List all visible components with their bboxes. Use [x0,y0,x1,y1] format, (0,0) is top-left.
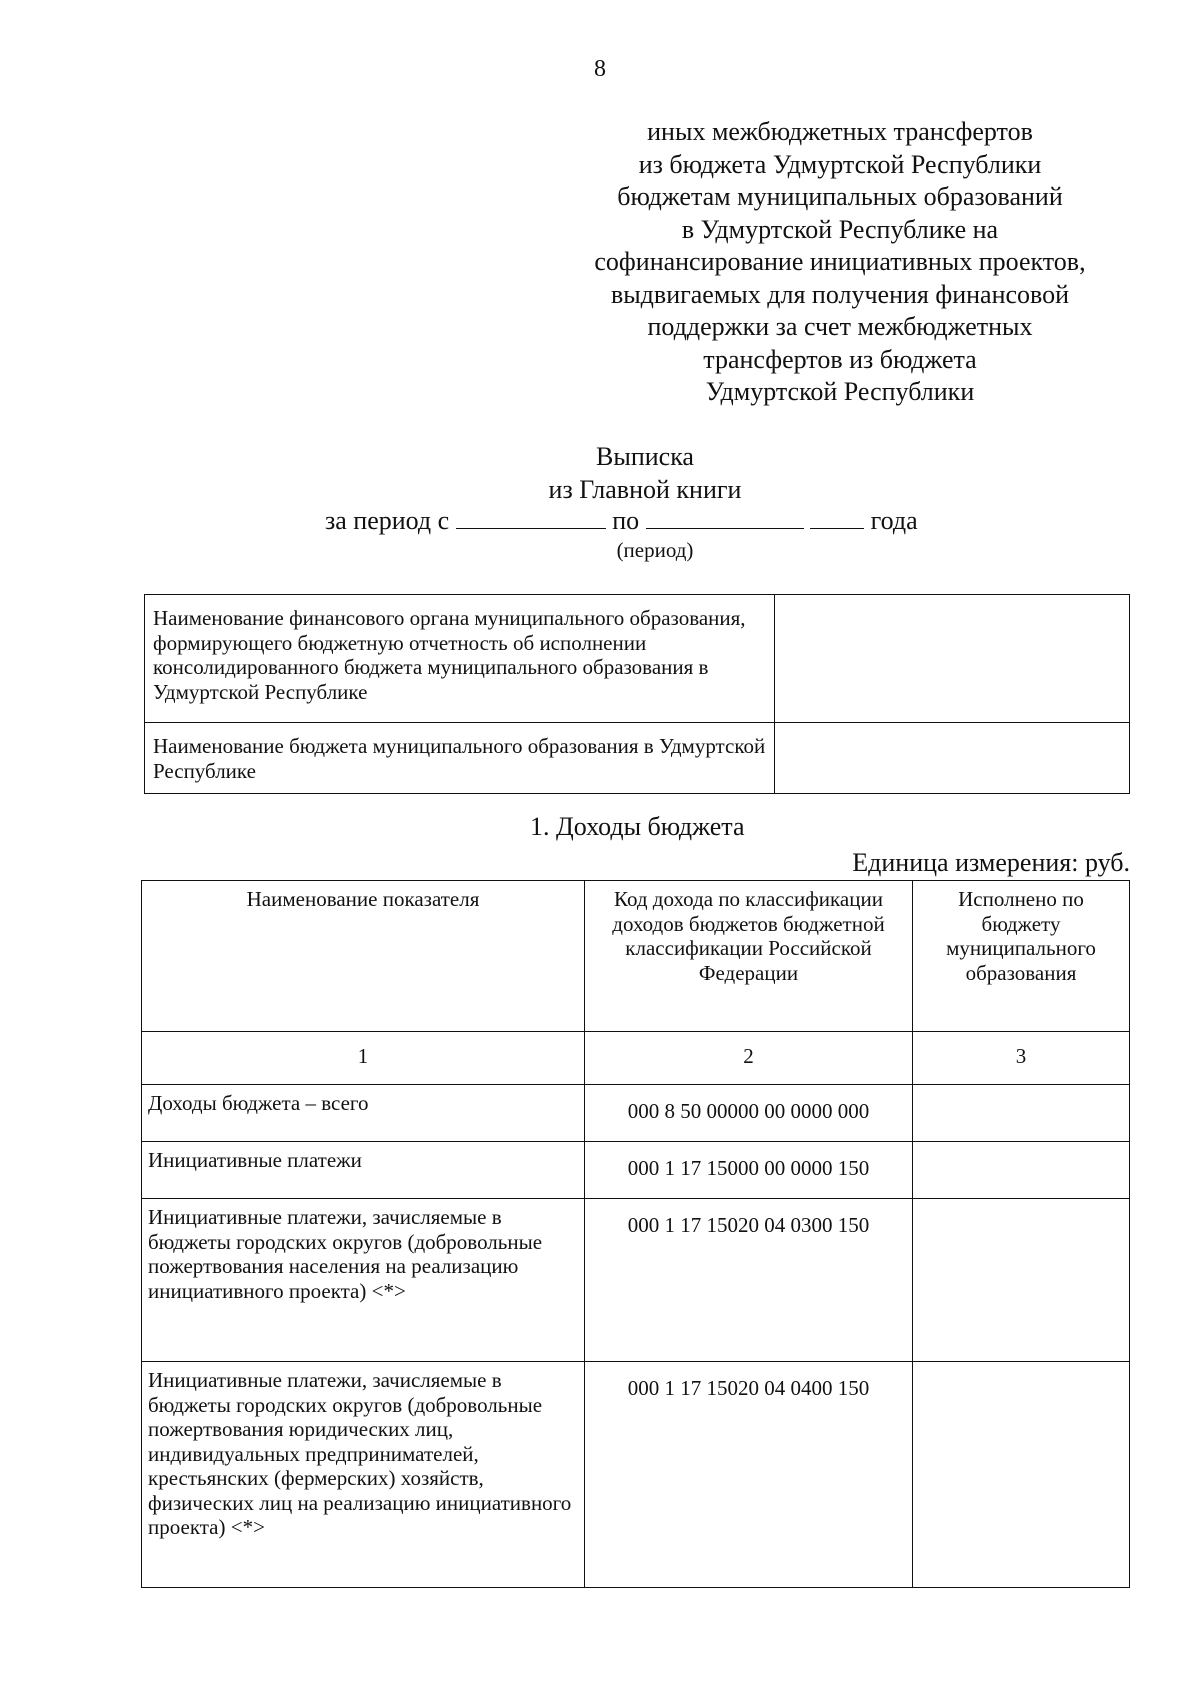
header-line: Удмуртской Республики [705,377,975,406]
indicator-name: Инициативные платежи [142,1142,585,1199]
header-line: в Удмуртской Республике на [681,214,999,244]
unit-of-measure: Единица измерения: руб. [852,848,1130,877]
executed-value [913,1142,1130,1199]
column-number: 1 [142,1032,585,1085]
table-row [145,723,1130,794]
executed-value [913,1199,1130,1362]
section-title: 1. Доходы бюджета [530,812,745,841]
indicator-name: Доходы бюджета – всего [142,1085,585,1142]
income-table [141,880,1130,1588]
period-line [325,506,918,536]
header-line: софинансирование инициативных проектов, [594,247,1086,276]
budget-name-label: Наименование бюджета муниципального образования в Удмуртской Республике [145,723,775,794]
info-table [144,594,1130,794]
column-number: 3 [913,1032,1130,1085]
income-code: 000 1 17 15020 04 0400 150 [585,1362,913,1588]
indicator-name: Инициативные платежи, зачисляемые в бюджеты городских округов (добровольные пожертвования юридических лиц, индивидуальных предпринимателей, крестьянских (фермерских) хозяйств, физических лиц на реализацию инициативного проекта) <*> [142,1362,585,1588]
table-header-row [142,881,1130,1032]
period-start-blank [456,524,606,529]
page-number: 8 [594,56,606,82]
table-row [142,1085,1130,1142]
column-header: Наименование показателя [142,881,585,1032]
period-prefix: за период с [325,506,450,535]
header-line: выдвигаемых для получения финансовой [610,279,1070,309]
period-caption: (период) [616,538,694,562]
header-line: поддержки за счет межбюджетных [647,312,1033,341]
title-line: Выписка [596,442,694,471]
header-line: иных межбюджетных трансфертов [647,117,1033,146]
table-row [145,595,1130,723]
header-line: трансфертов из бюджета [703,344,977,374]
budget-name-value [775,723,1130,794]
executed-value [913,1085,1130,1142]
column-number: 2 [585,1032,913,1085]
financial-body-label: Наименование финансового органа муниципального образования, формирующего бюджетную отчетность об исполнении консолидированного бюджета муниципального образования в Удмуртской Республике [145,595,775,723]
document-header [560,116,1120,409]
column-number-row [142,1032,1130,1085]
financial-body-value [775,595,1130,723]
period-middle: по [612,506,640,535]
period-end-blank [646,524,804,529]
column-header: Код дохода по классификации доходов бюджетов бюджетной классификации Российской Федерации [585,881,913,1032]
income-code: 000 1 17 15000 00 0000 150 [585,1142,913,1199]
document-title [0,440,1200,506]
period-suffix: года [870,506,918,535]
header-line: бюджетам муниципальных образований [617,182,1063,211]
income-code: 000 1 17 15020 04 0300 150 [585,1199,913,1362]
income-code: 000 8 50 00000 00 0000 000 [585,1085,913,1142]
table-row [142,1199,1130,1362]
table-row [142,1362,1130,1588]
column-header: Исполнено по бюджету муниципального образования [913,881,1130,1032]
title-line: из Главной книги [548,475,742,504]
year-blank [810,524,864,529]
header-line: из бюджета Удмуртской Республики [638,149,1042,179]
indicator-name: Инициативные платежи, зачисляемые в бюджеты городских округов (добровольные пожертвования населения на реализацию инициативного проекта) <*> [142,1199,585,1362]
executed-value [913,1362,1130,1588]
table-row [142,1142,1130,1199]
